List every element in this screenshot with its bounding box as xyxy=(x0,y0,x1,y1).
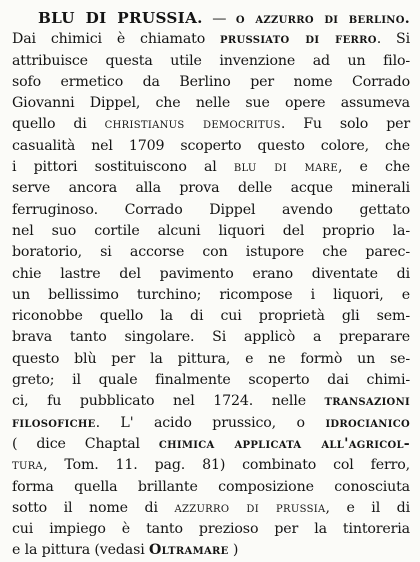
text-line xyxy=(12,178,410,199)
text-line xyxy=(12,93,410,114)
text-line xyxy=(12,349,410,370)
text-line xyxy=(12,136,410,157)
text-segment: un bellissimo turchino; ricompose i liquori, e xyxy=(12,286,410,303)
small-caps-term: chimica applicata all'agricol- xyxy=(158,435,410,452)
text-line xyxy=(12,264,410,285)
small-caps-term: Oltramare xyxy=(149,542,229,559)
text-line xyxy=(12,413,410,434)
text-line xyxy=(12,157,410,178)
text-segment: casualità nel 1709 scoperto questo colore, che xyxy=(12,137,410,154)
text-line xyxy=(12,327,410,348)
text-line xyxy=(12,540,410,561)
text-segment: cui impiego è tanto prezioso per la tintoreria xyxy=(12,521,410,538)
text-segment: . L' acido prussico, o xyxy=(95,414,326,431)
small-caps-term: filosofiche xyxy=(12,414,96,431)
text-line xyxy=(12,306,410,327)
text-segment: questo blù per la pittura, e ne formò un se- xyxy=(12,350,410,367)
text-segment: , e il di xyxy=(325,499,410,516)
text-segment: nel suo cortile alcuni liquori del proprio la- xyxy=(12,222,410,239)
text-line xyxy=(12,221,410,242)
text-line xyxy=(12,285,410,306)
text-segment: brava tanto singolare. Si applicò a preparare xyxy=(12,329,410,346)
text-segment: ferruginoso. Corrado Dippel avendo gettato xyxy=(12,201,410,218)
text-segment: , e che xyxy=(338,159,411,176)
text-line xyxy=(12,391,410,412)
text-segment: sotto il nome di xyxy=(12,499,175,516)
text-segment: ) xyxy=(228,542,239,559)
text-line xyxy=(12,370,410,391)
small-caps-term: idrocianico xyxy=(325,414,410,431)
small-caps-term: christianus democritus xyxy=(104,116,281,133)
text-segment: — xyxy=(202,11,236,27)
text-segment: Giovanni Dippel, che nelle sue opere assumeva xyxy=(12,95,410,112)
small-caps-term: tura xyxy=(12,457,44,474)
text-segment: serve ancora alla prova delle acque minerali xyxy=(12,180,410,197)
text-segment: e la pittura (vedasi xyxy=(12,542,149,559)
entry-heading-line xyxy=(12,8,410,29)
small-caps-term: blu di mare xyxy=(233,159,338,176)
text-line xyxy=(12,477,410,498)
text-line xyxy=(12,455,410,476)
text-line xyxy=(12,498,410,519)
text-line xyxy=(12,29,410,50)
text-line xyxy=(12,114,410,135)
text-line xyxy=(12,72,410,93)
text-line xyxy=(12,242,410,263)
text-segment: quello di xyxy=(12,116,105,133)
text-segment: boratorio, si accorse con istupore che parec- xyxy=(12,244,410,261)
text-segment: chie lastre del pavimento erano diventate di xyxy=(12,265,410,282)
text-segment: i pittori sostituiscono al xyxy=(12,159,234,176)
entry-title: BLU DI PRUSSIA. xyxy=(38,9,203,27)
small-caps-term: o azzurro di berlino. xyxy=(235,11,410,27)
small-caps-term: prussiato di ferro xyxy=(220,31,377,48)
text-segment: ci, fu pubblicato nel 1724. nelle xyxy=(12,393,325,410)
small-caps-term: azzurro di prussia xyxy=(174,499,326,516)
text-line xyxy=(12,51,410,72)
text-segment: , Tom. 11. pag. 81) combinato col ferro, xyxy=(43,457,410,474)
text-line xyxy=(12,200,410,221)
small-caps-term: transazioni xyxy=(324,393,410,410)
text-line xyxy=(12,519,410,540)
text-segment: riconobbe quello la di cui proprietà gli sem- xyxy=(12,308,410,325)
article-body xyxy=(12,8,410,562)
text-segment: greto; il quale finalmente scoperto dai chimi- xyxy=(12,372,410,389)
text-segment: Dai chimici è chiamato xyxy=(12,31,221,48)
text-segment: ( dice Chaptal xyxy=(12,435,159,452)
text-segment: forma quella brillante composizione conosciuta xyxy=(12,478,410,495)
text-line xyxy=(12,434,410,455)
text-segment: sofo ermetico da Berlino per nome Corrado xyxy=(12,73,410,90)
text-segment: . Si xyxy=(376,31,411,48)
text-segment: . Fu solo per xyxy=(280,116,411,133)
text-segment: attribuisce questa utile invenzione ad un filo- xyxy=(12,52,410,69)
